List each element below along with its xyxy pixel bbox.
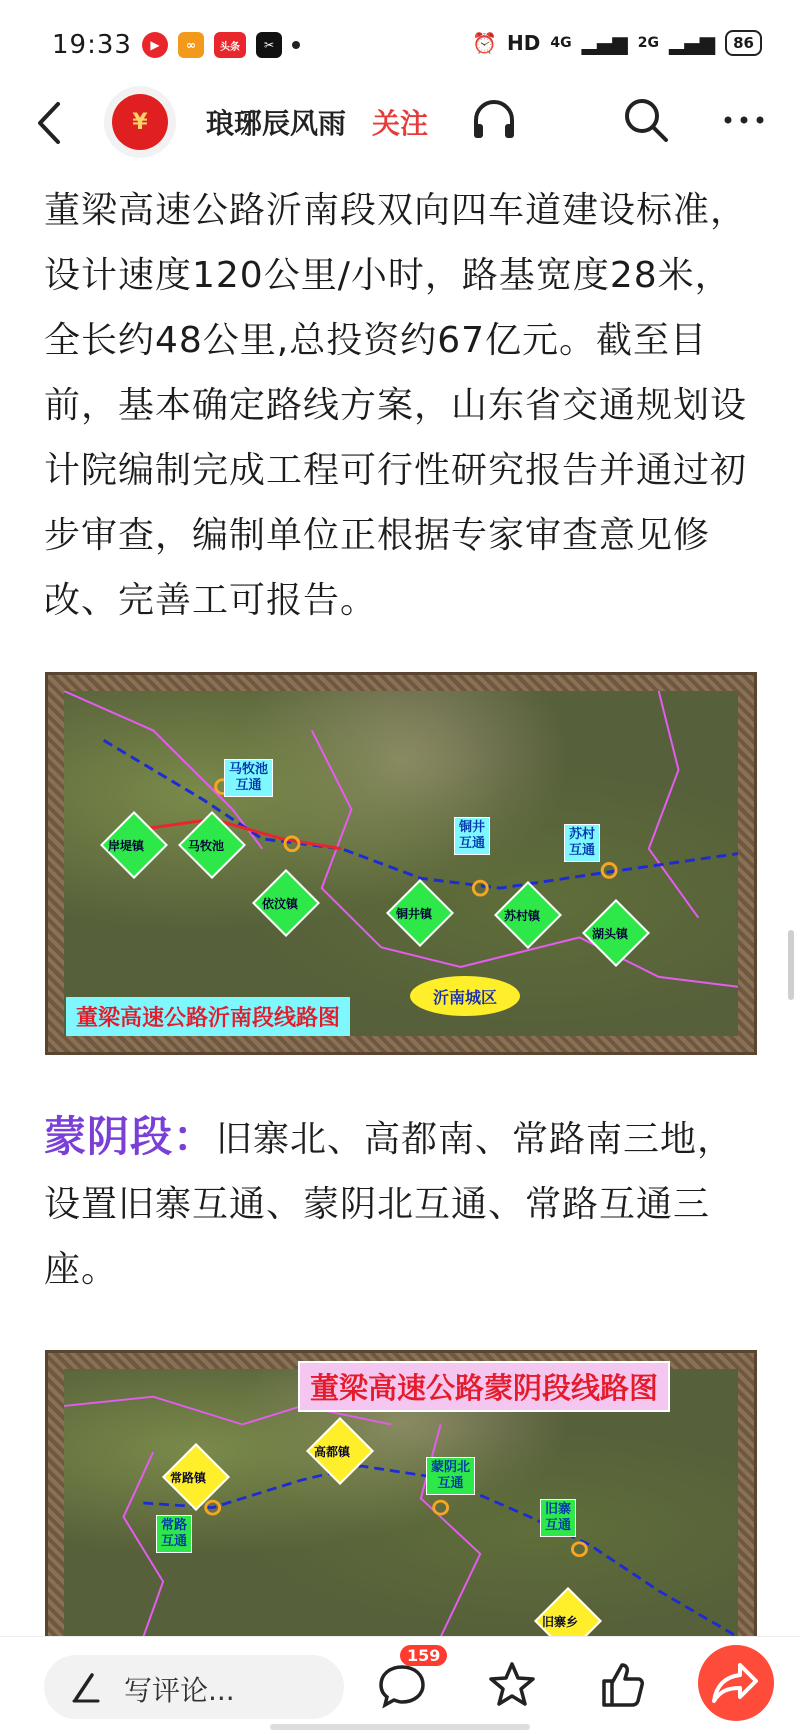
interchange-label: 旧寨 互通: [540, 1499, 576, 1537]
town-label: 湖头镇: [592, 927, 629, 941]
video-app-icon: ▶: [142, 32, 168, 58]
signal-icon: ▂▄▆: [581, 31, 628, 55]
scrollbar-thumb[interactable]: [788, 930, 794, 1000]
headphones-icon[interactable]: [468, 94, 520, 146]
interchange-label: 蒙阴北 互通: [426, 1457, 475, 1495]
town-label: 岸堤镇: [108, 839, 145, 853]
alarm-icon: ⏰: [472, 31, 497, 55]
signal-2g-label: 2G: [637, 35, 659, 51]
follow-button[interactable]: 关注: [372, 107, 429, 140]
town-label: 高都镇: [314, 1445, 351, 1459]
section-body: 旧寨北、高都南、常路南三地，设置旧寨互通、蒙阴北互通、常路互通三座。: [44, 1119, 735, 1290]
search-icon[interactable]: [620, 94, 672, 146]
map-caption: 董梁高速公路沂南段线路图: [66, 997, 350, 1036]
pen-icon: [70, 1671, 102, 1703]
route-map-yinan[interactable]: [45, 672, 757, 1055]
comment-placeholder: 写评论...: [124, 1674, 235, 1707]
share-arrow-icon: [698, 1645, 774, 1721]
more-notifications-dot: [292, 41, 300, 49]
town-label: 旧寨乡: [542, 1615, 579, 1629]
battery-indicator: 86: [725, 30, 762, 56]
interchange-label: 苏村 互通: [564, 824, 600, 862]
like-thumbs-up-icon[interactable]: [596, 1659, 648, 1711]
share-button[interactable]: [698, 1645, 774, 1721]
author-name[interactable]: 琅琊辰风雨: [206, 107, 347, 140]
city-label: 沂南城区: [410, 976, 520, 1016]
red-envelope-icon: ¥: [112, 94, 168, 150]
town-label: 苏村镇: [504, 909, 541, 923]
toutiao-icon: 头条: [214, 32, 246, 58]
map-satellite-image: [64, 691, 738, 1036]
status-notification-icons: [142, 32, 300, 58]
status-system-icons: [472, 30, 762, 56]
capcut-icon: ✂: [256, 32, 282, 58]
section-title: 蒙阴段：: [44, 1112, 217, 1161]
interchange-label: 马牧池 互通: [224, 759, 273, 797]
uc-browser-icon: ∞: [178, 32, 204, 58]
comment-count-badge: 159: [400, 1645, 447, 1666]
interchange-label: 铜井 互通: [454, 817, 490, 855]
status-time: 19:33: [52, 30, 132, 60]
top-navigation: [0, 80, 800, 164]
route-map-mengyin[interactable]: [45, 1350, 757, 1640]
town-label: 常路镇: [170, 1471, 207, 1485]
bottom-action-bar: [0, 1636, 800, 1734]
back-arrow-icon[interactable]: [30, 98, 70, 148]
town-label: 马牧池: [188, 839, 225, 853]
interchange-label: 常路 互通: [156, 1515, 192, 1553]
comment-input[interactable]: [44, 1655, 344, 1719]
route-lines: [64, 691, 738, 1036]
map-title: 董梁高速公路蒙阴段线路图: [298, 1361, 670, 1412]
town-label: 铜井镇: [396, 907, 433, 921]
town-label: 依汶镇: [262, 897, 299, 911]
article-paragraph: [44, 1104, 760, 1302]
hd-label: HD: [507, 31, 541, 55]
comments-icon[interactable]: [376, 1659, 428, 1711]
author-avatar[interactable]: [104, 86, 176, 158]
signal-icon-2: ▂▄▆: [668, 31, 716, 55]
article-paragraph: 董梁高速公路沂南段双向四车道建设标准，设计速度120公里/小时，路基宽度28米，全长约48公里,总投资约67亿元。截至目前，基本确定路线方案，山东省交通规划设计院编制完成工程可行性研究报告并通过初步审查，编制单位正根据专家审查意见修改、完善工可报告。: [44, 190, 748, 621]
home-indicator: [270, 1724, 530, 1730]
signal-4g-label: 4G: [550, 35, 572, 51]
more-options-icon[interactable]: [718, 94, 770, 146]
star-icon[interactable]: [486, 1659, 538, 1711]
